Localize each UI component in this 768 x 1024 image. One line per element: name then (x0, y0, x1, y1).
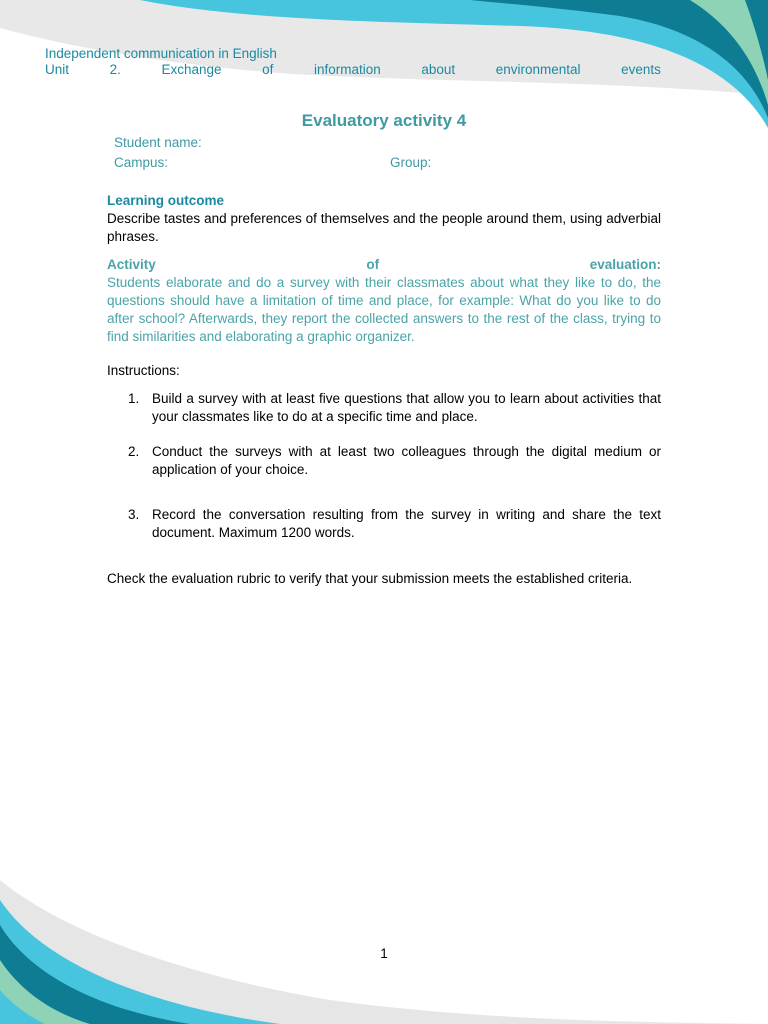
header-unit-word: Exchange (161, 62, 222, 77)
activity-description: Students elaborate and do a survey with their classmates about what they like to do, the questions should have a limitation of time and place, for example: What do you like to do after school? Afterwards, they report the collected answers to the rest of the class, trying to find similarities and elaborating a graphic organizer. (107, 275, 661, 344)
activity-heading-word: Activity (107, 257, 156, 272)
list-item-number: 1. (128, 391, 140, 406)
learning-outcome-section (107, 192, 661, 246)
learning-outcome-text: Describe tastes and preferences of themselves and the people around them, using adverbial phrases. (107, 211, 661, 244)
closing-note: Check the evaluation rubric to verify that your submission meets the established criteria. (107, 571, 633, 586)
list-item-text: Conduct the surveys with at least two colleagues through the digital medium or application of your choice. (152, 444, 661, 477)
header-unit-word: of (262, 62, 274, 77)
list-item-number: 3. (128, 507, 140, 522)
learning-outcome-heading: Learning outcome (107, 193, 225, 208)
list-item-text: Build a survey with at least five questions that allow you to learn about activities that your classmates like to do at a specific time and place. (152, 391, 661, 424)
student-name-label: Student name: (114, 135, 202, 150)
header-course-title: Independent communication in English (45, 46, 277, 61)
campus-label: Campus: (114, 155, 169, 170)
activity-heading-word: evaluation: (589, 257, 661, 272)
header-unit-word: events (621, 62, 661, 77)
header-unit-word: environmental (495, 62, 581, 77)
group-label: Group: (390, 155, 432, 170)
activity-section (107, 256, 661, 346)
instructions-heading: Instructions: (107, 363, 180, 378)
header-unit-word: about (421, 62, 456, 77)
activity-heading-word: of (366, 257, 380, 272)
header-unit-word: information (313, 62, 381, 77)
header-unit-word: Unit (45, 62, 70, 77)
list-item-text: Record the conversation resulting from the survey in writing and share the text document. Maximum 1200 words. (152, 507, 661, 540)
header-unit-word: 2. (109, 62, 121, 77)
page-title: Evaluatory activity 4 (301, 111, 467, 130)
header-unit-line (45, 62, 661, 77)
activity-heading (107, 256, 661, 274)
list-item-number: 2. (128, 444, 140, 459)
page-number: 1 (380, 946, 388, 961)
